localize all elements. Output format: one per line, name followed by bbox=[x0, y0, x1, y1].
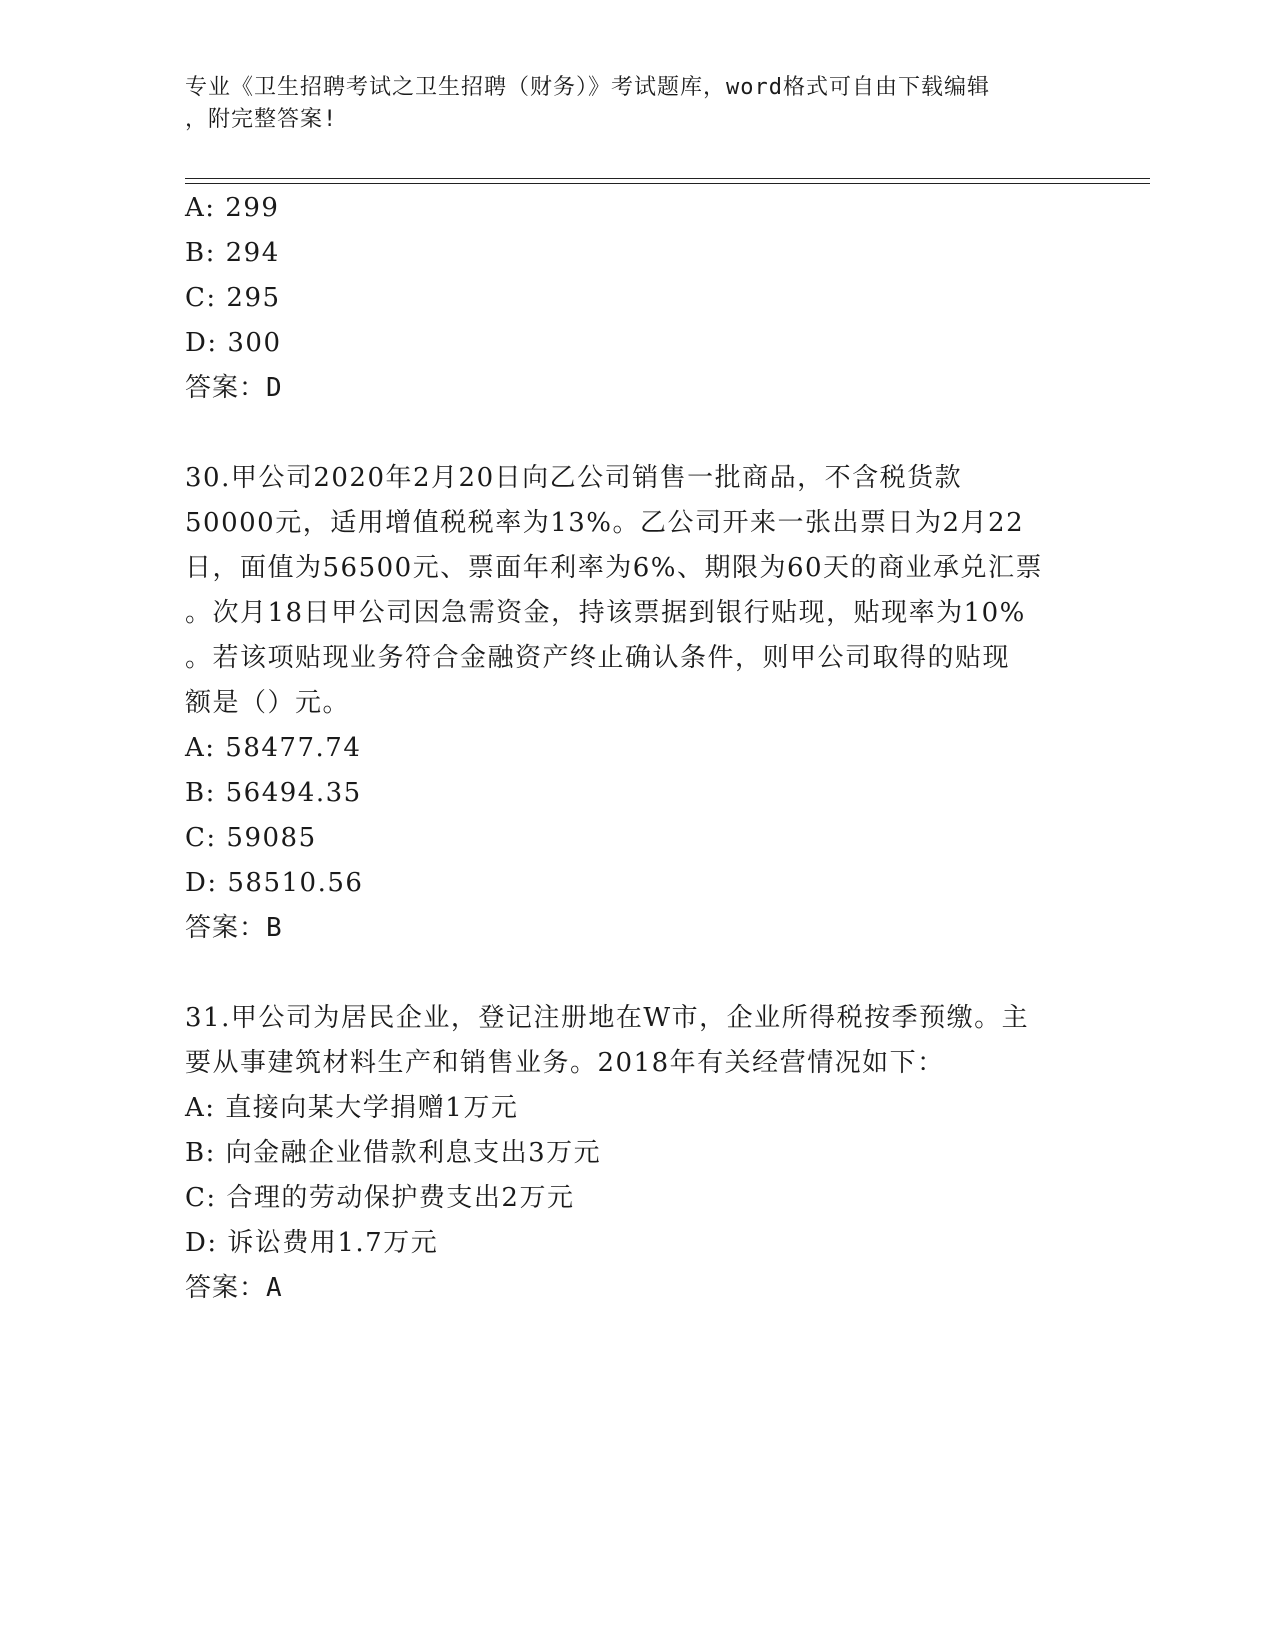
q30-text-line-3: 日，面值为56500元、票面年利率为6%、期限为60天的商业承兑汇票 bbox=[185, 553, 1044, 583]
q30-text-line-4: 。次月18日甲公司因急需资金，持该票据到银行贴现，贴现率为10% bbox=[185, 598, 1026, 628]
q30-option-c: C: 59085 bbox=[185, 823, 317, 853]
q31-text-line-2: 要从事建筑材料生产和销售业务。2018年有关经营情况如下： bbox=[185, 1048, 945, 1078]
header-line-1: 专业《卫生招聘考试之卫生招聘（财务）》考试题库，word格式可自由下载编辑 bbox=[185, 75, 990, 100]
q31-answer bbox=[185, 1272, 283, 1304]
q31-text-line-1: 31.甲公司为居民企业，登记注册地在W市，企业所得税按季预缴。主 bbox=[185, 1003, 1030, 1033]
q30-text-line-1: 30.甲公司2020年2月20日向乙公司销售一批商品，不含税货款 bbox=[185, 463, 963, 493]
q30-text-line-2: 50000元，适用增值税税率为13%。乙公司开来一张出票日为2月22 bbox=[185, 508, 1025, 538]
q31-option-c: C: 合理的劳动保护费支出2万元 bbox=[185, 1183, 575, 1213]
q29-answer bbox=[185, 372, 283, 404]
q30-option-d: D: 58510.56 bbox=[185, 868, 364, 898]
q31-option-a: A: 直接向某大学捐赠1万元 bbox=[185, 1093, 519, 1123]
header-divider-bottom bbox=[185, 183, 1150, 184]
q31-option-b: B: 向金融企业借款利息支出3万元 bbox=[185, 1138, 602, 1168]
q31-option-d: D: 诉讼费用1.7万元 bbox=[185, 1228, 439, 1258]
answer-label: 答案： bbox=[185, 1273, 267, 1303]
answer-value: A bbox=[266, 1273, 283, 1303]
answer-label: 答案： bbox=[185, 913, 267, 943]
q29-option-b: B: 294 bbox=[185, 238, 280, 268]
answer-label: 答案： bbox=[185, 373, 267, 403]
header-line-2: ，附完整答案! bbox=[185, 107, 338, 132]
q29-option-c: C: 295 bbox=[185, 283, 281, 313]
answer-value: B bbox=[266, 913, 283, 943]
answer-value: D bbox=[266, 373, 283, 403]
q30-option-b: B: 56494.35 bbox=[185, 778, 362, 808]
q30-option-a: A: 58477.74 bbox=[185, 733, 362, 763]
q30-answer bbox=[185, 912, 283, 944]
document-header bbox=[185, 72, 1065, 136]
header-divider-top bbox=[185, 178, 1150, 179]
q29-option-d: D: 300 bbox=[185, 328, 282, 358]
q30-text-line-6: 额是（）元。 bbox=[185, 688, 351, 718]
q29-option-a: A: 299 bbox=[185, 193, 280, 223]
q30-text-line-5: 。若该项贴现业务符合金融资产终止确认条件，则甲公司取得的贴现 bbox=[185, 643, 1011, 673]
